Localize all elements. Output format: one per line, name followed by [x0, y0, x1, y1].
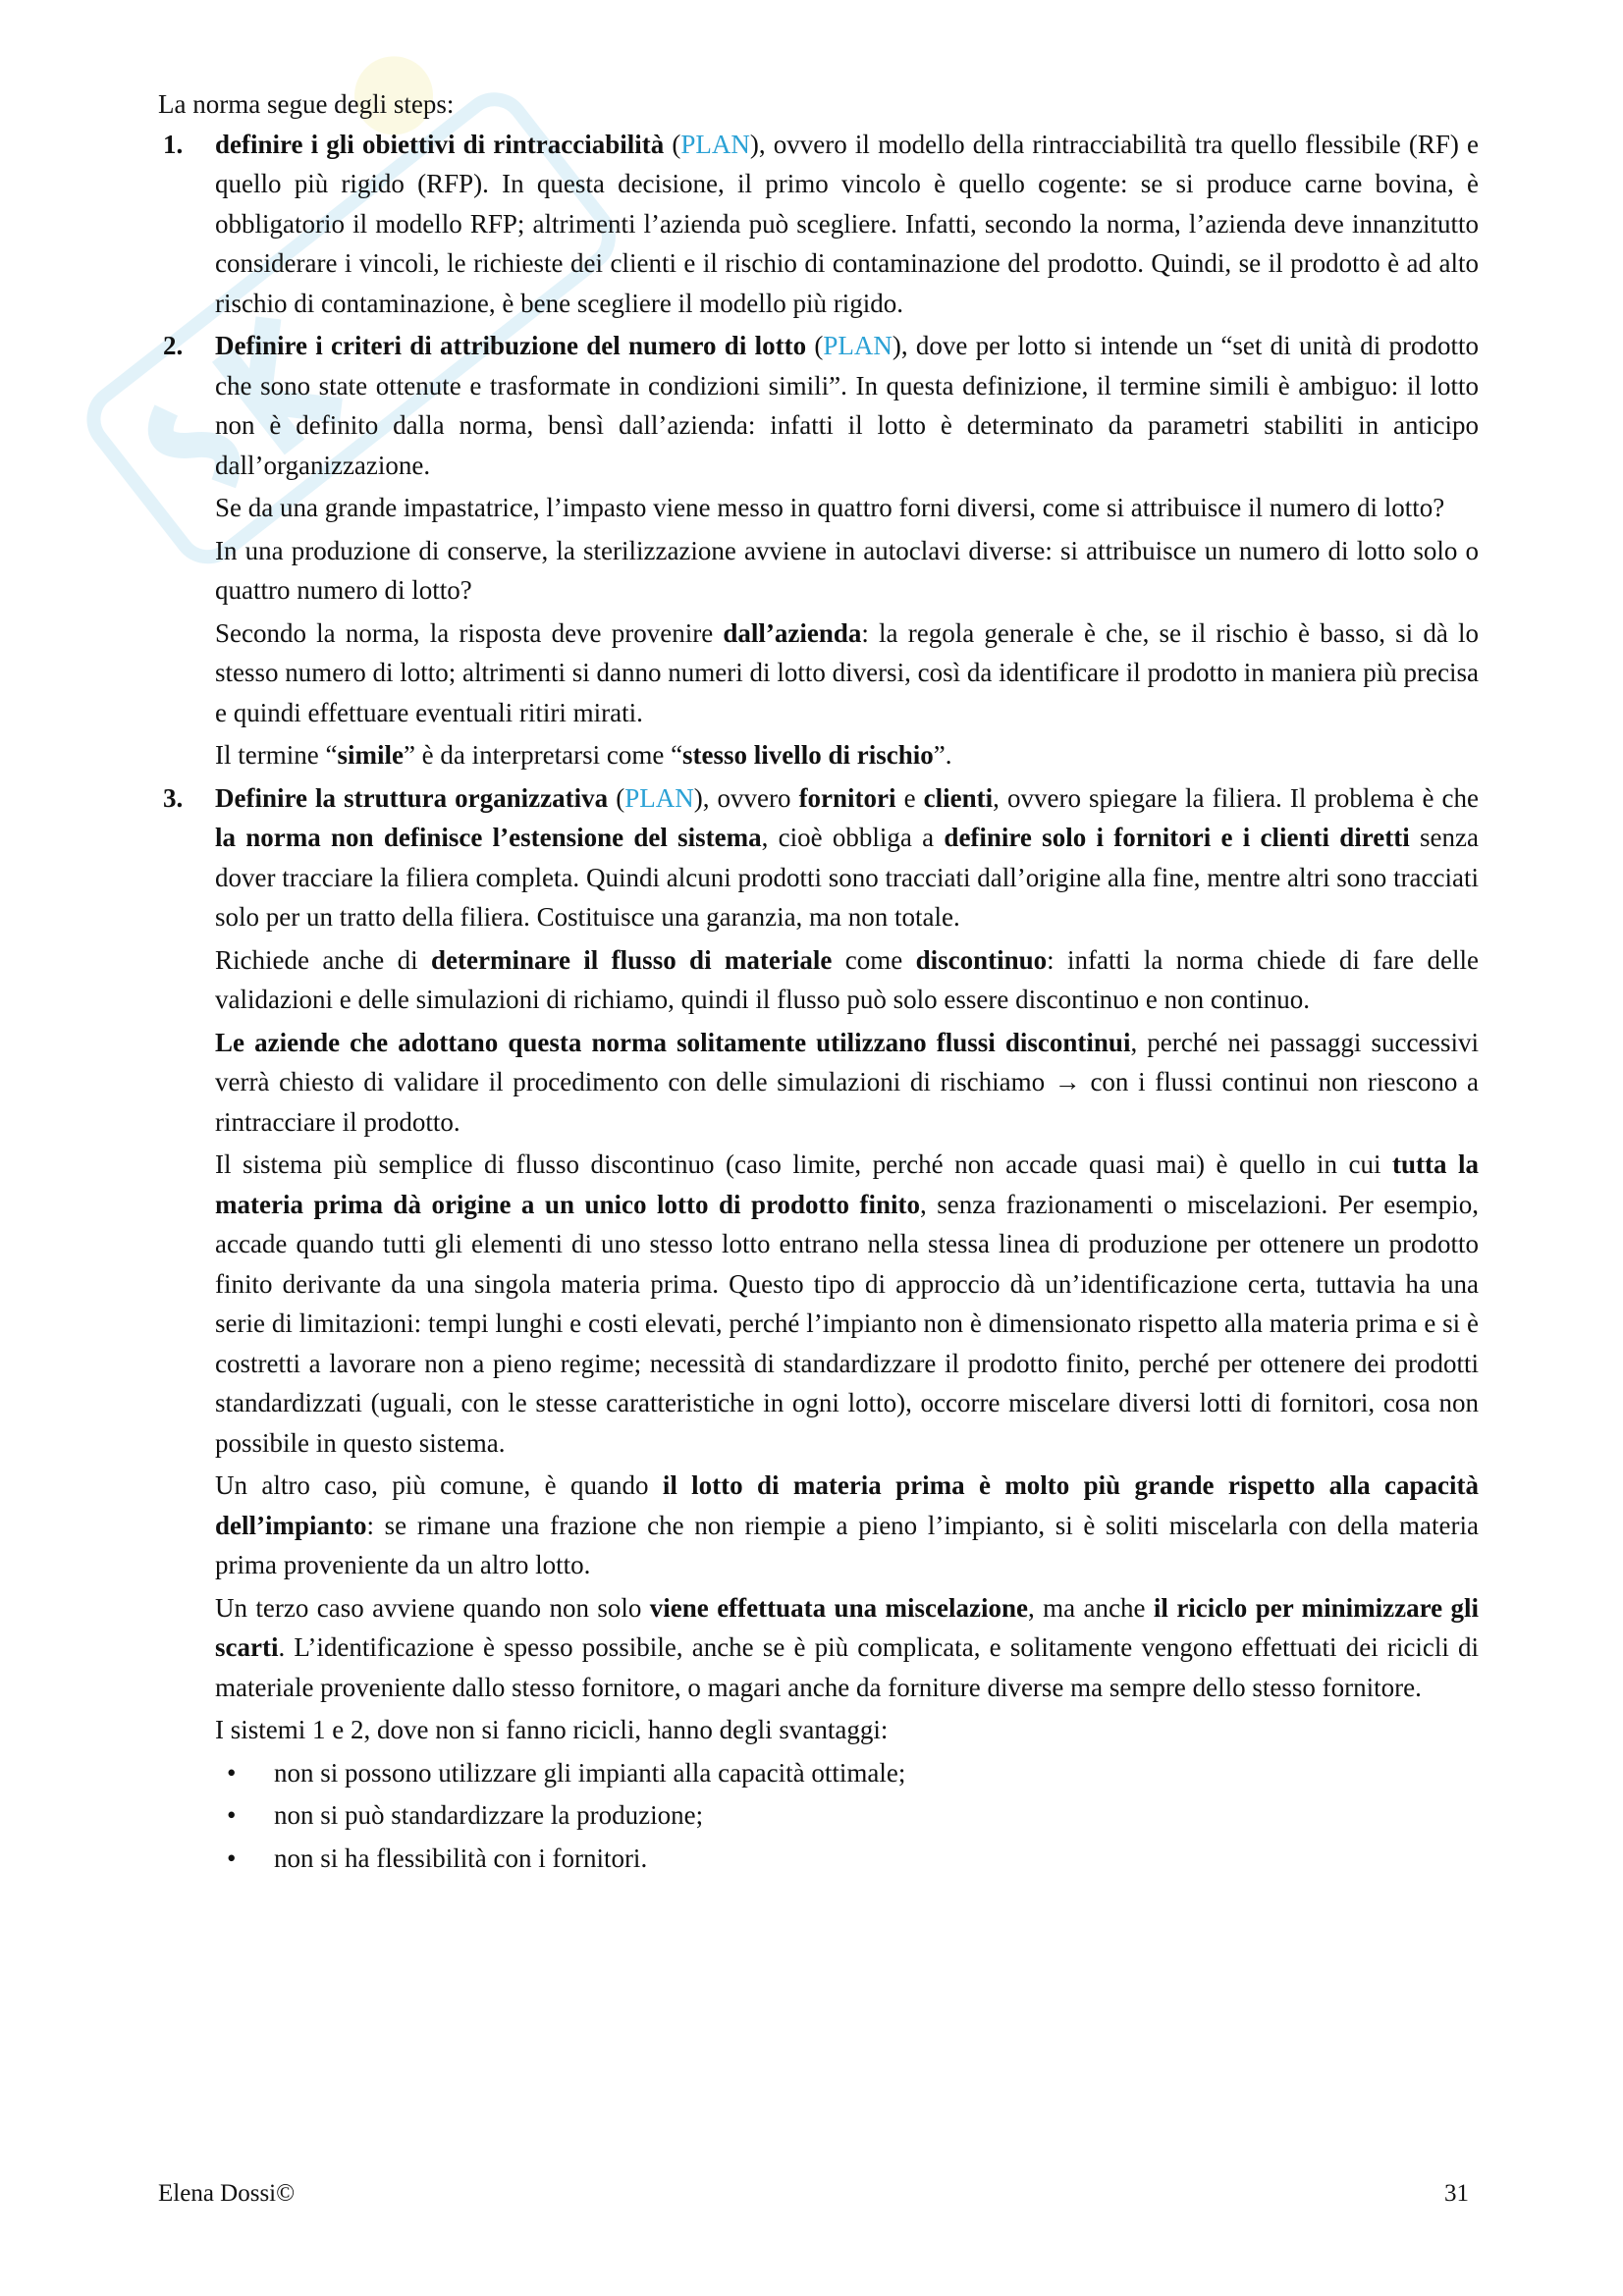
step-paragraph: definire i gli obiettivi di rintracciabilità (PLAN), ovvero il modello della rintracciabilità tra quello flessibile (RF) e quello più rigido (RFP). In questa decisione, il primo vincolo è quello cogente: se si produce carne bovina, è obbligatorio il modello RFP; altrimenti l’azienda può scegliere. Infatti, secondo la norma, l’azienda deve innanzitutto considerare i vincoli, le richieste dei clienti e il rischio di contaminazione del prodotto. Quindi, se il prodotto è ad alto rischio di contaminazione, è bene scegliere il modello più rigido. — [215, 129, 1479, 318]
step-number: 2. — [163, 331, 184, 360]
list-item: • non si ha flessibilità con i fornitori. — [215, 1839, 1479, 1879]
step-paragraph: Un terzo caso avviene quando non solo viene effettuata una miscelazione, ma anche il riciclo per minimizzare gli scarti. L’identificazione è spesso possibile, anche se è più complicata, e solitamente vengono effettuati dei ricicli di materiale proveniente dallo stesso fornitore, o magari anche da forniture diverse ma sempre dello stesso fornitore. — [215, 1592, 1479, 1702]
step-number: 1. — [163, 129, 184, 159]
step-paragraph: Secondo la norma, la risposta deve provenire dall’azienda: la regola generale è che, se il rischio è basso, si dà lo stesso numero di lotto; altrimenti si danno numeri di lotto diversi, così da identificare il prodotto in maniera più precisa e quindi effettuare eventuali ritiri mirati. — [215, 617, 1479, 727]
plan-label: PLAN — [823, 331, 893, 360]
bullet-icon: • — [227, 1842, 237, 1873]
step-paragraph: Un altro caso, più comune, è quando il lotto di materia prima è molto più grande rispetto alla capacità dell’impianto: se rimane una frazione che non riempie a pieno l’impianto, si è soliti miscelarla con della materia prima proveniente da un altro lotto. — [215, 1470, 1480, 1579]
list-item: • non si può standardizzare la produzione; — [215, 1795, 1479, 1836]
arrow-icon: → — [1054, 1067, 1081, 1096]
step-paragraph: Definire i criteri di attribuzione del numero di lotto (PLAN), dove per lotto si intende un “set di unità di prodotto che sono state ottenute e trasformate in condizioni simili”. In questa definizione, il termine simili è ambiguo: il lotto non è definito dalla norma, bensì dall’azienda: infatti il lotto è determinato da parametri stabiliti in anticipo dall’organizzazione. — [215, 331, 1479, 480]
steps-list — [158, 125, 1479, 1879]
list-item: • non si possono utilizzare gli impianti alla capacità ottimale; — [215, 1753, 1479, 1793]
step-paragraph: Richiede anche di determinare il flusso di materiale come discontinuo: infatti la norma chiede di fare delle validazioni e delle simulazioni di richiamo, quindi il flusso può solo essere discontinuo e non continuo. — [215, 944, 1479, 1014]
step-2 — [158, 326, 1479, 775]
footer-author: Elena Dossi© — [158, 2180, 296, 2207]
page-content — [158, 84, 1479, 1881]
step-paragraph: Le aziende che adottano questa norma solitamente utilizzano flussi discontinui, perché nei passaggi successivi verrà chiesto di validare il procedimento con delle simulazioni di rischiamo → con i flussi continui non riescono a rintracciare il prodotto. — [215, 1027, 1480, 1137]
page-number: 31 — [1444, 2180, 1469, 2207]
step-paragraph: Il sistema più semplice di flusso discontinuo (caso limite, perché non accade quasi mai) è quello in cui tutta la materia prima dà origine a un unico lotto di prodotto finito, senza frazionamenti o miscelazioni. Per esempio, accade quando tutti gli elementi di uno stesso lotto entrano nella stessa linea di produzione per ottenere un prodotto finito derivante da una singola materia prima. Questo tipo di approccio dà un’identificazione certa, tuttavia ha una serie di limitazioni: tempi lunghi e costi elevati, perché l’impianto non è dimensionato rispetto alla materia prima e si è costretti a lavorare non a pieno regime; necessità di standardizzare il prodotto finito, perché per ottenere dei prodotti standardizzati (uguali, con le stesse caratteristiche in ogni lotto), occorre miscelare diversi lotti di fornitori, cosa non possibile in questo sistema. — [215, 1149, 1479, 1458]
step-3 — [158, 778, 1479, 1879]
bullet-icon: • — [227, 1757, 237, 1788]
step-number: 3. — [163, 782, 184, 813]
plan-label: PLAN — [624, 782, 694, 813]
step-paragraph: I sistemi 1 e 2, dove non si fanno ricicli, hanno degli svantaggi: — [215, 1715, 889, 1744]
step-paragraph: Se da una grande impastatrice, l’impasto viene messo in quattro forni diversi, come si attribuisce il numero di lotto? — [215, 493, 1445, 522]
disadvantages-list — [215, 1753, 1479, 1879]
intro-text: La norma segue degli steps: — [158, 89, 455, 119]
step-paragraph: In una produzione di conserve, la sterilizzazione avviene in autoclavi diverse: si attribuisce un numero di lotto solo o quattro numero di lotto? — [215, 535, 1479, 605]
step-paragraph: Il termine “simile” è da interpretarsi come “stesso livello di rischio”. — [215, 740, 952, 770]
bullet-icon: • — [227, 1800, 237, 1830]
step-1 — [158, 125, 1479, 324]
plan-label: PLAN — [680, 129, 750, 159]
step-paragraph: Definire la struttura organizzativa (PLAN), ovvero fornitori e clienti, ovvero spiegare la filiera. Il problema è che la norma non definisce l’estensione del sistema, cioè obbliga a definire solo i fornitori e i clienti diretti senza dover tracciare la filiera completa. Quindi alcuni prodotti sono tracciati dall’origine alla fine, mentre altri sono tracciati solo per un tratto della filiera. Costituisce una garanzia, ma non totale. — [215, 782, 1479, 932]
